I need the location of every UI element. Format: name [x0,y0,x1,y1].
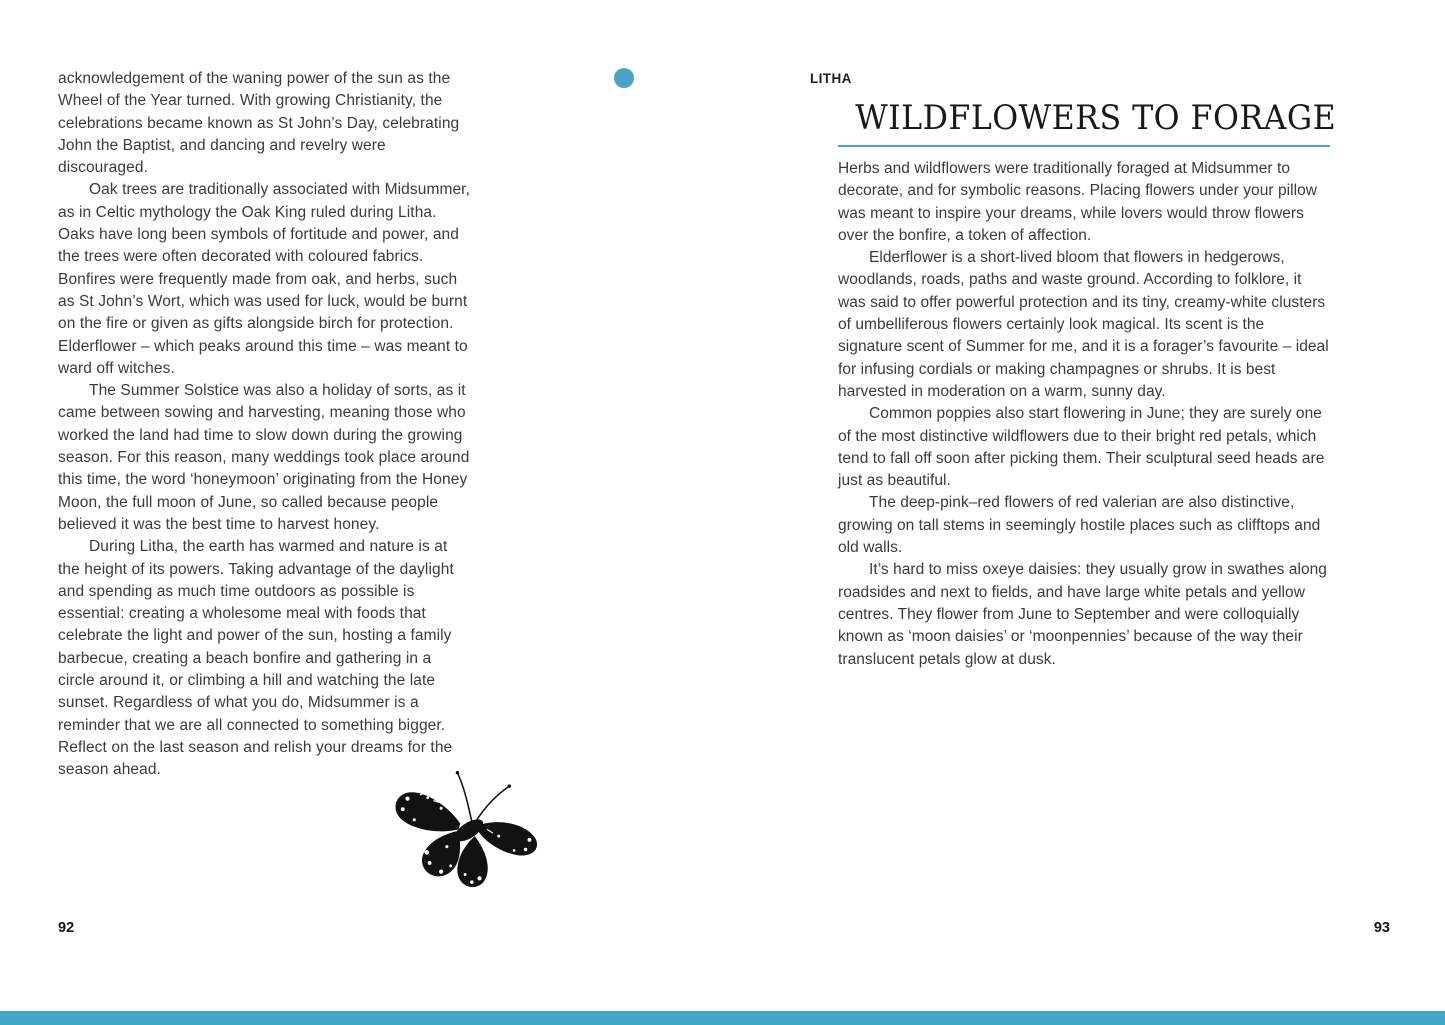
right-page-text-column [838,158,1330,671]
butterfly-illustration [390,766,546,910]
left-page-text-column [58,68,470,782]
accent-dot [614,68,634,88]
paragraph: Common poppies also start flowering in June; they are surely one of the most distinctive wildflowers due to their bright red petals, which tend to fall off soon after picking them. Their sculptural seed heads are just as beautiful. [838,405,1325,490]
page-number-right: 93 [1373,920,1390,936]
paragraph: The Summer Solstice was also a holiday of sorts, as it came between sowing and harvesting, meaning those who worked the land had time to slow down during the growing season. For this reason, many weddings took place around this time, the word ‘honeymoon’ originating from the Honey Moon, the full moon of June, so called because people believed it was the best time to harvest honey. [58,382,470,533]
paragraph: The deep-pink–red flowers of red valerian are also distinctive, growing on tall stems in seemingly hostile places such as clifftops and old walls. [838,494,1321,557]
paragraph: During Litha, the earth has warmed and nature is at the height of its powers. Taking advantage of the daylight and spending as much time outdoors as possible is essential: creating a wholesome meal with foods that celebrate the light and power of the sun, hosting a family barbecue, creating a beach bonfire and gathering in a circle around it, or climbing a hill and watching the late sunset. Regardless of what you do, Midsummer is a reminder that we are all connected to something bigger. Reflect on the last season and relish your dreams for the season ahead. [58,538,454,779]
paragraph: Herbs and wildflowers were traditionally foraged at Midsummer to decorate, and for symbolic reasons. Placing flowers under your pillow was meant to inspire your dreams, while lovers would throw flowers over the bonfire, a token of affection. [838,160,1318,244]
paragraph: Elderflower is a short-lived bloom that flowers in hedgerows, woodlands, roads, paths and waste ground. According to folklore, it was said to offer powerful protection and its tiny, creamy-white clusters of umbelliferous flowers certainly look magical. Its scent is the signature scent of Summer for me, and it is a forager’s favourite – ideal for infusing cordials or making champagnes or shrubs. It is best harvested in moderation on a warm, sunny day. [838,249,1329,400]
paragraph: acknowledgement of the waning power of the sun as the Wheel of the Year turned. With growing Christianity, the celebrations became known as St John’s Day, celebrating John the Baptist, and dancing and revelry were discouraged. [58,70,460,177]
bottom-accent-bar [0,1011,1445,1025]
paragraph: Oak trees are traditionally associated with Midsummer, as in Celtic mythology the Oak King ruled during Litha. Oaks have long been symbols of fortitude and power, and the trees were often decorated with coloured fabrics. Bonfires were frequently made from oak, and herbs, such as St John’s Wort, which was used for luck, would be burnt on the fire or given as gifts alongside birch for protection. Elderflower – which peaks around this time – was meant to ward off witches. [58,181,470,377]
title-divider [838,145,1330,147]
chapter-kicker: LITHA [810,71,852,86]
paragraph: It’s hard to miss oxeye daisies: they usually grow in swathes along roadsides and next to fields, and have large white petals and yellow centres. They flower from June to September and were colloquially known as ‘moon daisies’ or ‘moonpennies’ because of the way their translucent petals glow at dusk. [838,561,1327,668]
page-title: WILDFLOWERS TO FORAGE [855,98,1337,138]
page-number-left: 92 [58,920,75,936]
